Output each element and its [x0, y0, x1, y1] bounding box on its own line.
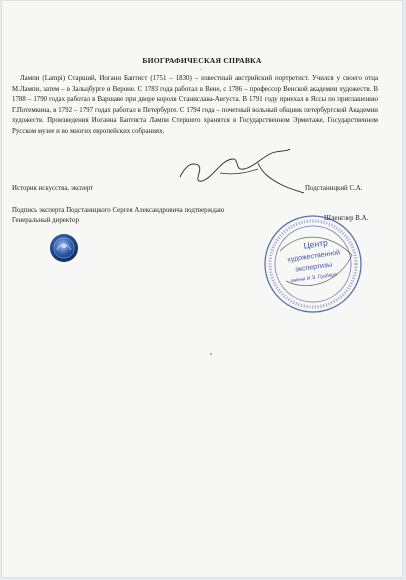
stamp-line-4: имени И.Э. Грабаря [290, 271, 338, 285]
document-title: БИОГРАФИЧЕСКАЯ СПРАВКА [142, 56, 262, 65]
paper-speck [210, 353, 212, 355]
title-dash: - [200, 67, 202, 73]
director-name: Шленглер В.А. [324, 215, 369, 222]
director-role: Генеральный директор [12, 217, 79, 224]
expert-handwritten-signature [162, 143, 312, 203]
hologram-sticker [49, 233, 79, 263]
document-page [2, 1, 402, 577]
organization-stamp [260, 211, 369, 317]
biography-paragraph: Лампи (Lampi) Старший, Иоганн Баптист (1751 – 1830) – известный австрийский портретист. Учился у своего отца М.Лампи, затем – в Зальцбурге и Вероне. С 1783 года работал в Вене, с 1786 – профессор Венской академии художеств. В 1788 – 1790 годах работал в Варшаве при дворе короля Станислава-Августа. В 1791 году приехал в Яссы по приглашению Г.Потемкина, в 1792 – 1797 годах работал в Петербурге. С 1794 года – почетный вольный общник петербургской Академии художеств. Произведения Иоганна Баптиста Лампи Стершего хранятся в Государственном Эрмитаже, Государственном Русском музее и во многих европейских собраниях. [12, 75, 378, 135]
stamp-line-2: художественной [287, 249, 341, 264]
expert-role: Историк искусства, эксперт [12, 185, 94, 192]
stamp-line-3: экспертизы [294, 261, 333, 274]
stamp-line-1: Центр [302, 237, 329, 251]
expert-name: Подстаницкий С.А. [305, 185, 363, 192]
confirmation-line: Подпись эксперта Подстаницкого Сергея Александровича подтверждаю [12, 207, 225, 214]
